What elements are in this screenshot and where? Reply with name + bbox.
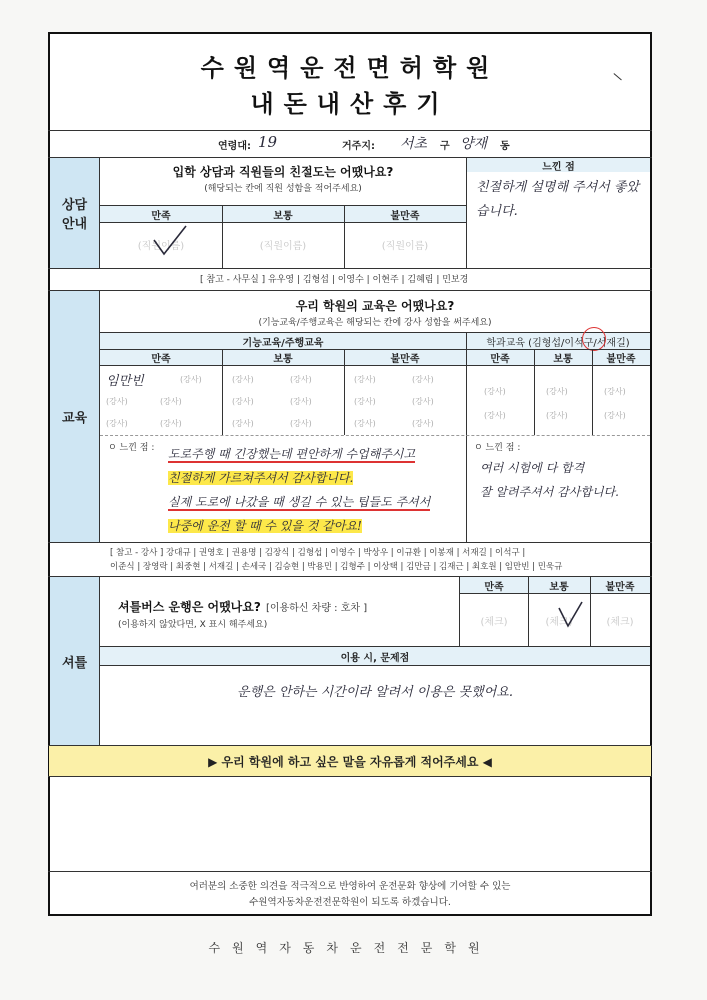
edu-feel-right-line1: 여러 시험에 다 합격 xyxy=(480,461,585,475)
footer-line2: 수원역자동차운전전문학원이 되도록 하겠습니다. xyxy=(249,897,451,908)
consult-cell-unsatisfied[interactable] xyxy=(344,226,466,262)
edu-ph-23: (강사) xyxy=(604,411,626,420)
free-comment-area[interactable] xyxy=(49,777,651,871)
address-value[interactable]: 서초 xyxy=(400,136,428,152)
shuttle-side-label: 셔틀 xyxy=(50,577,99,745)
edu-ph-3: (강사) xyxy=(160,397,182,406)
edu-question: 우리 학원의 교육은 어땠나요? xyxy=(295,298,455,313)
edu-feel-left-line3: 실제 도로에 나갔을 때 생길 수 있는 팁들도 주셔서 xyxy=(168,495,431,509)
edu-ph-15: (강사) xyxy=(412,397,434,406)
edu-ph-1: (강사) xyxy=(180,375,202,384)
edu-feel-label-right: ㅇ 느낀 점 : xyxy=(474,443,521,453)
edu-ph-2: (강사) xyxy=(106,397,128,406)
edu-left-header: 기능교육/주행교육 xyxy=(242,337,324,349)
edu-ph-9: (강사) xyxy=(290,397,312,406)
edu-reference-line2: 이준식 | 장영락 | 최중현 | 서재길 | 손세국 | 김승현 | 박용민 | 김형주 | 이상택 | 김만금 | 김재근 | 최호원 | 임만빈 | 민욱규 xyxy=(110,562,563,572)
shuttle-cell-satisfied[interactable] xyxy=(460,600,528,640)
edu-ph-12: (강사) xyxy=(354,375,376,384)
footer-line1: 여러분의 소중한 의견을 적극적으로 반영하여 운전문화 향상에 기여할 수 있는 xyxy=(189,881,511,892)
dong-value[interactable]: 양재 xyxy=(460,136,488,152)
edu-col-normal: 보통 xyxy=(273,353,293,365)
edu-feel-left[interactable] xyxy=(168,442,464,538)
free-comment-banner: ▶ 우리 학원에 하고 싶은 말을 자유롭게 적어주세요 ◀ xyxy=(49,746,651,776)
form-title-line2: 내돈내산후기 xyxy=(250,89,450,118)
shuttle-col-unsatisfied: 불만족 xyxy=(605,581,635,593)
shuttle-ph-1: (체크) xyxy=(480,616,508,628)
shuttle-check-icon xyxy=(556,600,586,630)
shuttle-vehicle[interactable]: [이용하신 차량 : 호차 ] xyxy=(265,603,368,614)
edu-feel-right[interactable] xyxy=(480,456,646,504)
edu-ph-13: (강사) xyxy=(412,375,434,384)
consult-placeholder-3: (직원이름) xyxy=(381,240,429,252)
edu-instructor-name[interactable]: 임만빈 xyxy=(106,374,144,389)
edu-ph-8: (강사) xyxy=(232,397,254,406)
edu-right-col-unsatisfied: 불만족 xyxy=(606,353,636,365)
edu-ph-14: (강사) xyxy=(354,397,376,406)
edu-ph-22: (강사) xyxy=(604,387,626,396)
info-row xyxy=(48,131,652,157)
edu-ph-20: (강사) xyxy=(546,387,568,396)
edu-col-satisfied: 만족 xyxy=(151,353,171,365)
edu-ph-7: (강사) xyxy=(290,375,312,384)
edu-reference-line1: [ 참고 - 강사 ] 강대규 | 권영호 | 권용명 | 김장식 | 김형섭 | 이영수 | 박상우 | 이규환 | 이봉재 | 서재길 | 이석구 | xyxy=(110,548,526,558)
edu-ph-4: (강사) xyxy=(106,419,128,428)
edu-right-col-satisfied: 만족 xyxy=(490,353,510,365)
consult-question: 입학 상담과 직원들의 친절도는 어땠나요? xyxy=(172,164,394,179)
edu-ph-5: (강사) xyxy=(160,419,182,428)
shuttle-problem-text[interactable]: 운행은 안하는 시간이라 알려서 이용은 못했어요. xyxy=(237,684,513,700)
edu-ph-19: (강사) xyxy=(484,411,506,420)
edu-sub: (기능교육/주행교육은 해당되는 칸에 강사 성함을 써주세요) xyxy=(258,317,492,328)
shuttle-cell-unsatisfied[interactable] xyxy=(590,600,650,640)
shuttle-ph-2: (체크) xyxy=(545,616,573,628)
consult-col-header xyxy=(100,206,466,222)
form-title-line1: 수원역운전면허학원 xyxy=(200,53,500,82)
circle-mark xyxy=(582,327,606,351)
shuttle-ph-3: (체크) xyxy=(606,616,634,628)
consult-placeholder-2: (직원이름) xyxy=(259,240,307,252)
shuttle-col-satisfied: 만족 xyxy=(484,581,504,593)
edu-feel-left-line4: 나중에 운전 할 때 수 있을 것 같아요! xyxy=(168,519,362,533)
shuttle-question: 셔틀버스 운행은 어땠나요? xyxy=(118,600,261,614)
shuttle-question-row xyxy=(118,596,367,615)
consult-col-satisfied: 만족 xyxy=(151,210,171,222)
shuttle-problem-header: 이용 시, 문제점 xyxy=(100,647,650,665)
consult-feel-header: 느낀 점 xyxy=(467,158,650,172)
edu-ph-16: (강사) xyxy=(354,419,376,428)
edu-feel-left-line2: 친절하게 가르쳐주셔서 감사합니다. xyxy=(168,471,354,485)
edu-feel-left-line1: 도로주행 때 긴장했는데 편안하게 수업해주시고 xyxy=(168,447,416,461)
shuttle-col-header xyxy=(460,577,650,593)
consult-col-normal: 보통 xyxy=(273,210,293,222)
consult-side-label-1: 상담 xyxy=(61,198,88,213)
edu-ph-10: (강사) xyxy=(232,419,254,428)
dong-label: 동 xyxy=(500,141,510,152)
age-label: 연령대: xyxy=(218,141,251,152)
edu-right-header: 학과교육 (김형섭/이석구/서재길) xyxy=(486,337,630,349)
edu-ph-6: (강사) xyxy=(232,375,254,384)
check-mark-icon xyxy=(150,224,190,258)
edu-right-col-normal: 보통 xyxy=(553,353,573,365)
edu-ph-11: (강사) xyxy=(290,419,312,428)
edu-feel-right-line2: 잘 알려주셔서 감사합니다. xyxy=(480,485,619,499)
edu-col-unsatisfied: 불만족 xyxy=(390,353,420,365)
shuttle-col-normal: 보통 xyxy=(549,581,569,593)
address-label: 거주지: xyxy=(342,141,375,152)
consult-cell-normal[interactable] xyxy=(222,226,344,262)
footer-school-name: 수원역자동차운전전문학원 xyxy=(208,940,492,955)
consult-side-label xyxy=(50,158,99,268)
age-value[interactable]: 19 xyxy=(258,133,278,151)
shuttle-sub: (이용하지 않았다면, X 표시 해주세요) xyxy=(118,620,268,630)
consult-side-label-2: 안내 xyxy=(61,217,88,232)
gu-label: 구 xyxy=(440,141,450,152)
consult-placeholder-1: (직원이름) xyxy=(137,240,185,252)
edu-side-label: 교육 xyxy=(50,291,99,542)
edu-reference xyxy=(110,546,650,574)
consult-reference: [ 참고 - 사무실 ] 유우영 | 김형섭 | 이영수 | 이현주 | 김혜림 | 민보경 xyxy=(200,275,469,285)
consult-col-unsatisfied: 불만족 xyxy=(390,210,420,222)
edu-feel-label-left: ㅇ 느낀 점 : xyxy=(108,443,155,453)
edu-ph-21: (강사) xyxy=(546,411,568,420)
consult-feel-text[interactable]: 친절하게 설명해 주셔서 좋았습니다. xyxy=(476,180,640,219)
consult-sub: (해당되는 칸에 직원 성함을 적어주세요) xyxy=(204,183,362,194)
edu-ph-17: (강사) xyxy=(412,419,434,428)
edu-ph-18: (강사) xyxy=(484,387,506,396)
